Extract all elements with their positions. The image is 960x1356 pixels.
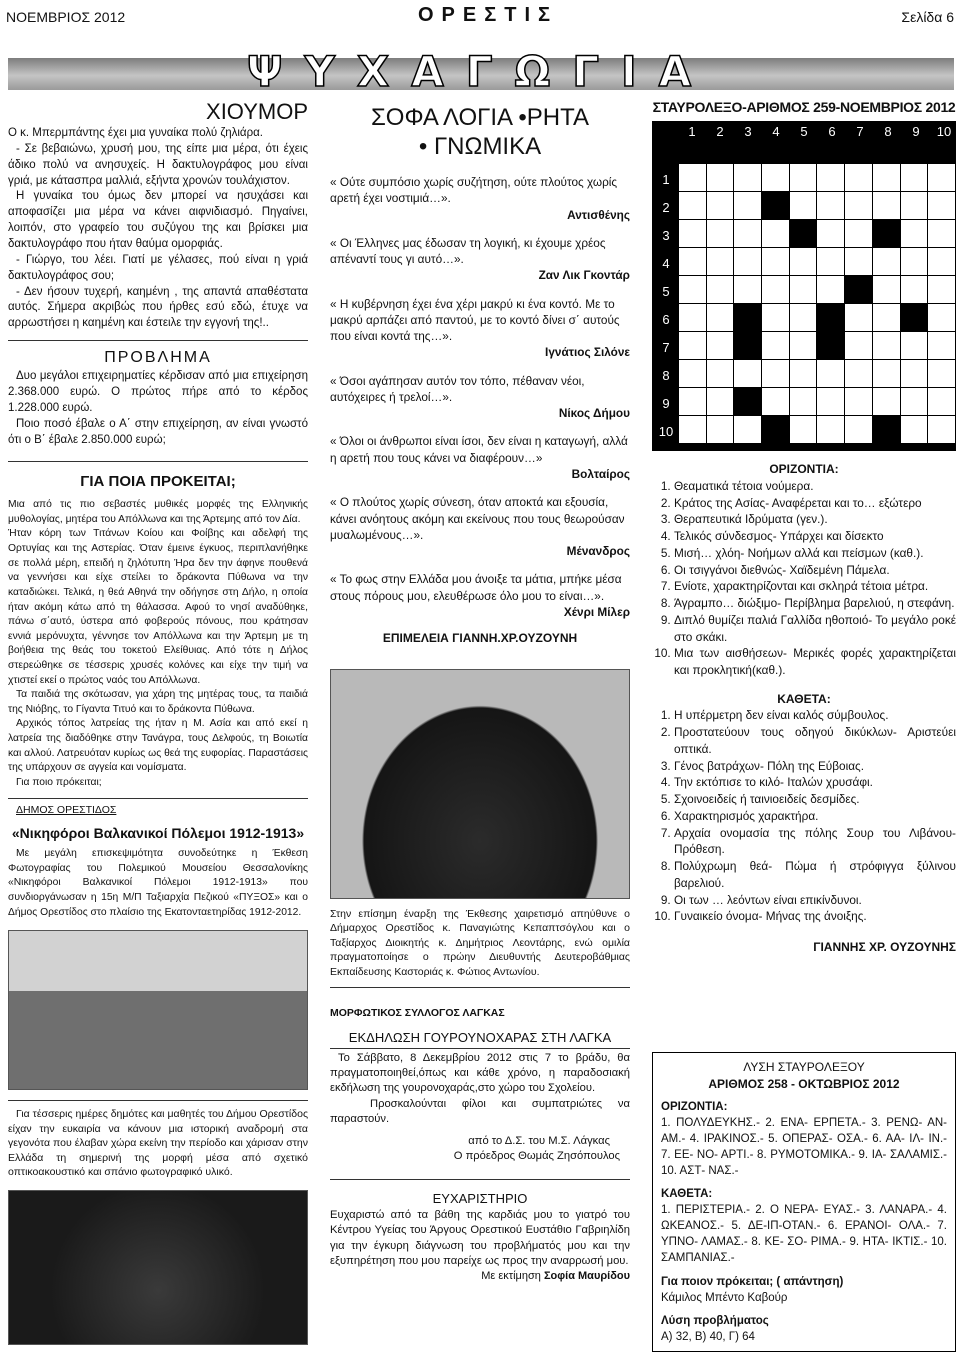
- problem-p: Δυο μεγάλοι επιχειρηματίες κέρδισαν από μια επιχείρηση 2.368.000 ευρώ. Ο πρώτος πήρε από το κέρδος 1.228.000 ευρώ.: [8, 370, 308, 414]
- grid-cell[interactable]: [762, 164, 790, 192]
- quote-item: [330, 235, 630, 284]
- quote-text: « Ο πλούτος χωρίς σύνεση, όταν αποκτά και εξουσία, κάνει ανόητους ακόμη και εκείνους που τους θεωρούσαν μυαλωμένους…».: [330, 495, 625, 542]
- humor-p: - Σε βεβαιώνω, χρυσή μου, της είπε μια μέρα, ότι έχεις άδικο πολύ να ανησυχείς. Η δακτυλογράφος μου είναι γριά, με κάτασπρα μαλλιά, εξήντα χρονών τουλάχιστον.: [8, 142, 308, 187]
- crossword-title: ΣΤΑΥΡΟΛΕΞΟ-ΑΡΙΘΜΟΣ 259-ΝΟΕΜΒΡΙΟΣ 2012: [652, 99, 956, 115]
- grid-cell[interactable]: [900, 276, 928, 304]
- quotes-editor: ΕΠΙΜΕΛΕΙΑ ΓΙΑΝΝΗ.ΧΡ.ΟΥΖΟΥΝΗ: [382, 631, 578, 646]
- grid-cell[interactable]: [789, 304, 817, 332]
- section-title: ΨΥΧΑΓΩΓΙΑ: [246, 47, 714, 96]
- grid-cell[interactable]: [872, 388, 900, 416]
- grid-cell[interactable]: [789, 360, 817, 388]
- quotes-list: [330, 174, 630, 620]
- grid-block: [734, 388, 762, 416]
- grid-cell[interactable]: [734, 360, 762, 388]
- clue: 3. Γένος βατράχων- Πόλη της Εύβοιας.: [674, 758, 956, 775]
- grid-cell[interactable]: [762, 388, 790, 416]
- divider: [330, 1179, 630, 1180]
- quote-author: Νίκος Δήμου: [558, 406, 630, 421]
- grid-cell[interactable]: [734, 192, 762, 220]
- grid-cell[interactable]: [900, 332, 928, 360]
- col-number: 6: [828, 124, 836, 140]
- row-number: 4: [662, 256, 670, 272]
- quote-author: Ζαν Λικ Γκοντάρ: [538, 268, 630, 283]
- col-number: 9: [912, 124, 920, 140]
- divider: [8, 1100, 308, 1101]
- grid-cell[interactable]: [872, 164, 900, 192]
- quote-item: [330, 433, 630, 482]
- grid-row: [679, 304, 956, 332]
- club-org: ΜΟΡΦΩΤΙΚΟΣ ΣΥΛΛΟΓΟΣ ΛΑΓΚΑΣ: [330, 1007, 505, 1020]
- grid-cell[interactable]: [928, 276, 956, 304]
- left-column: [8, 100, 308, 1345]
- grid-row: [679, 276, 956, 304]
- divider: [330, 987, 630, 988]
- grid-cell[interactable]: [928, 360, 956, 388]
- grid-cell[interactable]: [762, 304, 790, 332]
- row-number: 3: [662, 228, 670, 244]
- clue: 9. Διπλό θυμίζει παλιά Γαλλίδα ηθοποιό- Το μεγάλο ροκέ στο σκάκι.: [674, 612, 956, 646]
- grid-cell[interactable]: [789, 276, 817, 304]
- grid-cell[interactable]: [706, 248, 734, 276]
- grid-cell[interactable]: [762, 276, 790, 304]
- col-number: 7: [856, 124, 864, 140]
- grid-cell[interactable]: [734, 164, 762, 192]
- grid-cell[interactable]: [928, 164, 956, 192]
- clue: 5. Μισή… χλόη- Νοήμων αλλά και πείσμων (καθ.).: [674, 545, 956, 562]
- quote-text: « Όσοι αγάπησαν αυτόν τον τόπο, πέθαναν νέοι, αυτόχειρες ή τρελοί…».: [330, 373, 585, 404]
- crossword-row-numbers: [654, 171, 678, 451]
- grid-row: [679, 332, 956, 360]
- col-number: 10: [936, 124, 952, 140]
- clue: 1. Θεαματικά τέτοια νούμερα.: [674, 478, 956, 495]
- solution-across-title: ΟΡΙΖΟΝΤΙΑ:: [661, 1101, 728, 1114]
- clue: 5. Σχοινοειδείς ή ταινιοειδείς δεσμίδες.: [674, 791, 956, 808]
- grid-block: [734, 304, 762, 332]
- clue: 10. Γυναικείο όνομα- Μήνας της άνοιξης.: [674, 908, 956, 925]
- quote-author: Αντισθένης: [567, 207, 630, 222]
- grid-cell[interactable]: [789, 192, 817, 220]
- clue: 1. Η υπέρμετρη δεν είναι καλός σύμβουλος.: [674, 707, 956, 724]
- grid-row: [679, 192, 956, 220]
- grid-cell[interactable]: [817, 192, 845, 220]
- grid-cell[interactable]: [872, 192, 900, 220]
- grid-row: [679, 220, 956, 248]
- grid-cell[interactable]: [817, 388, 845, 416]
- grid-cell[interactable]: [679, 220, 707, 248]
- divider: [8, 340, 308, 341]
- col-number: 5: [800, 124, 808, 140]
- grid-block: [817, 332, 845, 360]
- grid-cell[interactable]: [706, 388, 734, 416]
- grid-cell[interactable]: [706, 164, 734, 192]
- grid-cell[interactable]: [789, 416, 817, 444]
- clue: 2. Προστατεύουν τους οδηγού δικύκλων- Αριστεύει οπτικά.: [674, 724, 956, 758]
- solution-who-question: Για ποιον πρόκειται; ( απάντηση): [661, 1275, 844, 1288]
- solution-subtitle: ΑΡΙΘΜΟΣ 258 - ΟΚΤΩΒΡΙΟΣ 2012: [708, 1076, 900, 1091]
- exhibition-title: «Νικηφόροι Βαλκανικοί Πόλεμοι 1912-1913»: [11, 824, 305, 841]
- col-number: 1: [688, 124, 696, 140]
- quote-text: « Το φως στην Ελλάδα μου άνοιξε τα μάτια, μπήκε μέσα στους πόρους μου, ελευθέρωσε όλο μου το είναι…».: [330, 572, 622, 603]
- grid-block: [845, 276, 873, 304]
- grid-cell[interactable]: [762, 220, 790, 248]
- about-p: Μια από τις πιο σεβαστές μυθικές μορφές της Ελληνικής μυθολογίας, μητέρα του Απόλλωνα και της Άρτεμης από τον Δία.: [8, 499, 308, 525]
- grid-cell[interactable]: [706, 332, 734, 360]
- solution-down: 1. ΠΕΡΙΣΤΕΡΙΑ.- 2. Ο ΝΕΡΑ- ΕΥΑΣ.- 3. ΛΑΝΑΡΑ.- 4. ΩΚΕΑΝΟΣ.- 5. ΔΕ-ΙΠ-ΟΤΑΝ.- 6. ΕΡΑΝΟΙ- ΟΛΑ.- 7. ΥΠΝΟ- ΛΑΜΑΣ.- 8. ΚΕ- ΣΟ- ΡΙΜΑ.- 9. ΗΤΑ- ΙΚΤΙΣ.- 10. ΣΑΜΠΑΝΙΑΣ.-: [661, 1204, 947, 1264]
- grid-row: [679, 388, 956, 416]
- grid-cell[interactable]: [706, 304, 734, 332]
- down-clues: [652, 707, 956, 925]
- grid-cell[interactable]: [817, 276, 845, 304]
- quote-text: « Οι Έλληνες μας έδωσαν τη λογική, κι έχουμε χρέος απέναντί τους γι αυτό…».: [330, 235, 606, 267]
- crossword-col-numbers: [678, 123, 958, 145]
- clue: 8. Πολύχρωμη θεά- Πώμα ή στρόφιγγα ξύλινου βαρελιού.: [674, 858, 956, 892]
- humor-p: Ο κ. Μπερμπάντης έχει μια γυναίκα πολύ ζηλιάρα.: [8, 127, 263, 139]
- grid-block: [734, 332, 762, 360]
- col-number: 3: [744, 124, 752, 140]
- grid-cell[interactable]: [845, 416, 873, 444]
- grid-cell[interactable]: [706, 220, 734, 248]
- grid-cell[interactable]: [928, 192, 956, 220]
- col-number: 2: [716, 124, 724, 140]
- grid-block: [900, 304, 928, 332]
- club-text: Το Σάββατο, 8 Δεκεμβρίου 2012 στις 7 το βράδυ, θα πραγματοποιηθεί,όπως και κάθε χρόνο, η παραδοσιακή εκδήλωση της γουρονοχαράς,στο χώρο του Σχολείου.: [330, 1051, 630, 1095]
- quote-author: Χένρι Μίλερ: [563, 604, 630, 619]
- grid-cell[interactable]: [928, 220, 956, 248]
- club-president: Ο πρόεδρος Θωμάς Ζησόπουλος: [453, 1150, 620, 1163]
- exhibition-caption: Για τέσσερις ημέρες δημότες και μαθητές του Δήμου Ορεστίδος είχαν την ευκαιρία να κάνουν μια ιστορική αναδρομή στα γεγονότα που έλαβαν χώρα εκείνη την περίοδο και χάρισαν στην Ελλάδα τη σημερινή της μορφή μέσα από σχετικό οπτικοακουστικό και σπάνιο φωτογραφικό υλικό.: [8, 1108, 308, 1179]
- clue: 7. Ενίοτε, χαρακτηρίζονται και σκληρά τέτοια μέτρα.: [674, 578, 956, 595]
- about-p: Για ποιο πρόκειται;: [16, 776, 102, 788]
- solution-down-title: ΚΑΘΕΤΑ:: [661, 1188, 713, 1201]
- grid-cell[interactable]: [845, 332, 873, 360]
- soldiers-photo: [8, 1190, 308, 1345]
- grid-cell[interactable]: [900, 416, 928, 444]
- grid-cell[interactable]: [845, 164, 873, 192]
- page-number: Σελίδα 6: [901, 9, 954, 25]
- crossword-author: ΓΙΑΝΝΗΣ ΧΡ. ΟΥΖΟΥΝΗΣ: [813, 940, 956, 955]
- exhibition-org: ΔΗΜΟΣ ΟΡΕΣΤΙΔΟΣ: [16, 804, 117, 817]
- clue: 6. Οι τσιγγάνοι διεθνώς- Χαϊδεμένη Πάμελα.: [674, 562, 956, 579]
- row-number: 6: [662, 312, 670, 328]
- grid-cell[interactable]: [872, 332, 900, 360]
- grid-cell[interactable]: [928, 388, 956, 416]
- humor-p: - Δεν ήσουν τυχερή, καημένη , της απαντά απαθέστατα αυτός. Σήμερα ακριβώς που ήρθες εσύ εδώ, έτυχε να αρρωστήσει η καημένη και έστειλε την εγγονή της!..: [8, 285, 308, 330]
- grid-cell[interactable]: [900, 388, 928, 416]
- problem-p: Ποιο ποσό έβαλε ο Α΄ στην επιχείρηση, αν είναι γνωστό ότι ο Β΄ έβαλε 2.850.000 ευρώ;: [8, 417, 308, 446]
- grid-cell[interactable]: [679, 276, 707, 304]
- grid-cell[interactable]: [900, 164, 928, 192]
- opening-caption: Στην επίσημη έναρξη της Έκθεσης χαιρετισμό απηύθυνε ο Δήμαρχος Ορεστίδος κ. Παναγιώτης Κεπαπτσόγλου και ο Ταξίαρχος Διοικητής κ. Δημήτριος Λεοντάρης, ενώ ομιλία πραγματοποίησε ο πρώην Διευθυντής Δευτεροβάθμιας Εκπαίδευσης Καστοριάς κ. Φώτιος Αντωνίου.: [330, 907, 630, 978]
- grid-cell[interactable]: [817, 360, 845, 388]
- humor-title: ΧΙΟΥΜΟΡ: [206, 99, 308, 124]
- clue: 10. Μια των αισθήσεων- Μερικές φορές χαρακτηρίζεται και προκλητική(καθ.).: [674, 645, 956, 679]
- row-number: 9: [662, 396, 670, 412]
- quote-item: [330, 373, 630, 422]
- exhibition-text: Με μεγάλη επισκεψιμότητα συνοδεύτηκε η Έκθεση Φωτογραφίας του Πολεμικού Μουσείου Θεσσαλονίκης «Νικηφόροι Βαλκανικοί Πόλεμοι 1912-1913» που συνδιοργάνωσαν η 15η Μ/Π Ταξιαρχία Πεζικού «ΠΥΞΟΣ» και ο Δήμος Ορεστίδος στο πλαίσιο της Εκατονταετηρίδας 1912-2012.: [8, 848, 308, 918]
- grid-cell[interactable]: [789, 332, 817, 360]
- grid-cell[interactable]: [679, 164, 707, 192]
- clue: 3. Θεραπευτικά Ιδρύματα (γεν.).: [674, 511, 956, 528]
- quotes-subtitle: • ΓΝΩΜΙΚΑ: [418, 133, 542, 160]
- grid-row: [679, 248, 956, 276]
- about-p: Αρχικός τόπος λατρείας της ήταν η Μ. Ασία και από εκεί η λατρεία της διαδόθηκε στην Τανάγρα, τους Δελφούς, τη Βοιωτία και αλλού. Λατρευόταν κυρίως ως θεά της ευφορίας. Παραστάσεις της υπάρχουν σε αγγεία και νομίσματα.: [8, 718, 308, 774]
- grid-cell[interactable]: [845, 304, 873, 332]
- middle-column: [330, 104, 630, 1285]
- grid-cell[interactable]: [679, 304, 707, 332]
- quote-item: [330, 174, 630, 223]
- down-title: ΚΑΘΕΤΑ:: [777, 691, 831, 706]
- about-title: ΓΙΑ ΠΟΙΑ ΠΡΟΚΕΙΤΑΙ;: [80, 472, 236, 490]
- row-number: 7: [662, 340, 670, 356]
- grid-cell[interactable]: [900, 360, 928, 388]
- grid-block: [789, 220, 817, 248]
- grid-cell[interactable]: [817, 248, 845, 276]
- quote-text: « Ούτε συμπόσιο χωρίς συζήτηση, ούτε πλούτος χωρίς αρετή έχει νοστιμιά…».: [330, 175, 618, 206]
- issue-date: ΝΟΕΜΒΡΙΟΣ 2012: [6, 9, 126, 25]
- about-text: [8, 498, 308, 790]
- about-p: Τα παιδιά της σκότωσαν, για χάρη της μητέρας τους, τα παιδιά της Νιόβης, το Γίγαντα Τιτυό και το δράκοντα Πύθωνα.: [8, 689, 308, 715]
- problem-title: ΠΡΟΒΛΗΜΑ: [104, 349, 212, 367]
- grid-cell[interactable]: [762, 332, 790, 360]
- grid-cell[interactable]: [845, 192, 873, 220]
- clue: 8. Άγραμπο… διώξιμο- Περίβλημα βαρελιού, η στεφάνη.: [674, 595, 956, 612]
- quote-author: Βολταίρος: [571, 466, 630, 481]
- crossword-frame: [652, 121, 956, 451]
- humor-p: - Γιώργο, του λέει. Γιατί με γέλασες, πού είναι η γριά δακτυλογράφος σου;: [8, 253, 308, 282]
- solution-problem-answer: Α) 32, Β) 40, Γ) 64: [661, 1331, 755, 1344]
- grid-block: [762, 416, 790, 444]
- grid-cell[interactable]: [706, 276, 734, 304]
- quote-item: [330, 494, 630, 559]
- divider: [8, 461, 308, 462]
- grid-cell[interactable]: [900, 248, 928, 276]
- crossword-grid: [678, 163, 956, 444]
- thanks-sign: [330, 1269, 630, 1284]
- grid-cell[interactable]: [845, 388, 873, 416]
- clue: 2. Κράτος της Ασίας- Αναφέρεται και το… εξώτερο: [674, 495, 956, 512]
- grid-cell[interactable]: [789, 248, 817, 276]
- quotes-title: ΣΟΦΑ ΛΟΓΙΑ •ΡΗΤΑ: [370, 104, 590, 131]
- grid-cell[interactable]: [872, 248, 900, 276]
- row-number: 2: [662, 200, 670, 216]
- grid-cell[interactable]: [706, 416, 734, 444]
- grid-row: [679, 416, 956, 444]
- grid-cell[interactable]: [928, 248, 956, 276]
- masthead: ΟΡΕΣΤΙΣ: [418, 4, 559, 26]
- humor-p: Η γυναίκα του όμως δεν μπορεί να ησυχάσει και αποφασίζει μια μέρα να κάνει αιφνιδιασμό. Πηγαίνει, λοιπόν, στο γραφείο του συζύγου της και βρίσκει μια δακτυλογράφο που ήταν θαύμα ομορφιάς.: [8, 190, 308, 251]
- exhibition-photo: [8, 930, 308, 1090]
- grid-cell[interactable]: [928, 304, 956, 332]
- grid-cell[interactable]: [734, 220, 762, 248]
- across-title: ΟΡΙΖΟΝΤΙΑ:: [769, 462, 839, 477]
- grid-block: [872, 416, 900, 444]
- grid-cell[interactable]: [734, 276, 762, 304]
- row-number: 10: [658, 424, 674, 440]
- grid-cell[interactable]: [872, 360, 900, 388]
- solution-across: 1. ΠΟΛΥΔΕΥΚΗΣ.- 2. ΕΝΑ- ΕΡΠΕΤΑ.- 3. ΡΕΝΩ- ΑΝ- ΑΜ.- 4. ΙΡΑΚΙΝΟΣ.- 5. ΟΠΕΡΑΣ- ΟΣΑ.- 6. ΑΑ- ΙΛ- ΙΝ.- 7. ΕΕ- ΝΟ- ΑΡΤΙ.- 8. ΡΥΜΟΤΟΜΙΚΑ.- 9. ΙΑ- ΣΑΛΑΜΙΣ.- 10. ΑΣΤ- ΝΑΣ.-: [661, 1116, 947, 1177]
- grid-cell[interactable]: [734, 248, 762, 276]
- grid-cell[interactable]: [789, 164, 817, 192]
- grid-cell[interactable]: [817, 164, 845, 192]
- grid-cell[interactable]: [928, 416, 956, 444]
- row-number: 5: [662, 284, 670, 300]
- grid-cell[interactable]: [679, 388, 707, 416]
- grid-cell[interactable]: [679, 192, 707, 220]
- solution-box: [652, 1052, 956, 1352]
- grid-cell[interactable]: [845, 248, 873, 276]
- grid-row: [679, 164, 956, 192]
- grid-block: [817, 304, 845, 332]
- grid-cell[interactable]: [928, 332, 956, 360]
- grid-cell[interactable]: [679, 332, 707, 360]
- row-number: 1: [662, 172, 670, 188]
- grid-cell[interactable]: [679, 248, 707, 276]
- col-number: 8: [884, 124, 892, 140]
- clue: 4. Την εκτόπισε το κιλό- Ιταλών χρυσάφι.: [674, 774, 956, 791]
- grid-cell[interactable]: [734, 416, 762, 444]
- quote-author: Μένανδρος: [566, 544, 630, 559]
- clue: 9. Οι των … λεόντων είναι επικίνδυνοι.: [674, 892, 956, 909]
- club-text2: Προσκαλούνται φίλοι και συμπατριώτες να παραστούν.: [330, 1097, 630, 1126]
- row-number: 8: [662, 368, 670, 384]
- col-number: 4: [772, 124, 780, 140]
- clue: 6. Χαρακτηρισμός χαρακτήρα.: [674, 808, 956, 825]
- right-column: [652, 98, 956, 956]
- divider: [8, 798, 308, 799]
- grid-cell[interactable]: [679, 360, 707, 388]
- grid-cell[interactable]: [872, 276, 900, 304]
- across-clues: [652, 478, 956, 679]
- thanks-sign-name: Σοφία Μαυρίδου: [543, 1270, 630, 1283]
- grid-cell[interactable]: [900, 220, 928, 248]
- grid-block: [872, 220, 900, 248]
- grid-cell[interactable]: [762, 248, 790, 276]
- clue: 4. Τελικός σύνδεσμος- Υπάρχει και δίσεκτο: [674, 528, 956, 545]
- thanks-title: ΕΥΧΑΡΙΣΤΗΡΙΟ: [432, 1190, 528, 1206]
- about-p: Ήταν κόρη των Τιτάνων Κοίου και Φοίβης και αδελφή της Ορτυγίας και της Αστερίας. Όταν έμεινε έγκυος, περιπλανήθηκε σε πολλά μέρη, επειδή η ζηλότυπη Ήρα δεν την άφηνε πουθενά να γεννήσει και είχε στείλει το δράκοντα Πύθωνα να την καταδιώκει. Τελικά, η θεά Αθηνά την οδήγησε στη Δήλο, η οποία ήταν ακόμη κάτω από τη θάλασσα. Αφού το νησί αναδύθηκε, πάνω σ΄αυτό, ύστερα από φοβερούς πόνους, που κράτησαν εννιά μερόνυχτα, γέννησε τον Απόλλωνα και την Άρτεμη με τη βοήθεια της θεάς του τοκετού Ελείθυιας. Από τότε η Δήλος στερεώθηκε σε τέσσερις χρυσές κολόνες και είχε την τιμή να χτιστεί εκεί ο πρώτος ναός του Απόλλωνα.: [8, 528, 308, 686]
- quote-text: « Η κυβέρνηση έχει ένα χέρι μακρύ κι ένα κοντό. Με το μακρύ αρπάζει από παντού, με το κοντό δίνει σ΄ αυτούς που είναι κοντά της…».: [330, 296, 620, 344]
- grid-cell[interactable]: [900, 192, 928, 220]
- thanks-text: Ευχαριστώ από τα βάθη της καρδιάς μου το γιατρό του Κέντρου Υγείας του Άργους Ορεστικού Ευστάθιο Γαβριηλίδη για την έγκυρη διάγνωση του προβλήματός μου και την εξυπηρέτηση που μου παρείχε ως προς την αναρρωσή μου.: [330, 1208, 630, 1267]
- grid-cell[interactable]: [817, 416, 845, 444]
- grid-cell[interactable]: [762, 360, 790, 388]
- club-title: ΕΚΔΗΛΩΣΗ ΓΟΥΡΟΥΝΟΧΑΡΑΣ ΣΤΗ ΛΑΓΚΑ: [330, 1029, 630, 1049]
- grid-row: [679, 360, 956, 388]
- solution-problem-title: Λύση προβλήματος: [661, 1315, 769, 1328]
- quote-item: [330, 296, 630, 361]
- grid-cell[interactable]: [817, 220, 845, 248]
- thanks-sign-prefix: Με εκτίμηση: [481, 1270, 541, 1283]
- solution-title: ΛΥΣΗ ΣΤΑΥΡΟΛΕΞΟΥ: [743, 1060, 865, 1074]
- grid-cell[interactable]: [845, 220, 873, 248]
- grid-cell[interactable]: [872, 304, 900, 332]
- quote-author: Ιγνάτιος Σιλόνε: [545, 345, 630, 360]
- grid-cell[interactable]: [845, 360, 873, 388]
- grid-cell[interactable]: [679, 416, 707, 444]
- grid-cell[interactable]: [706, 360, 734, 388]
- clue: 7. Αρχαία ονομασία της πόλης Σουρ του Λιβάνου- Πρόθεση.: [674, 825, 956, 859]
- solution-who-answer: Κάμιλος Μπέντο Καβούρ: [661, 1291, 788, 1304]
- quote-text: « Όλοι οι άνθρωποι είναι ίσοι, δεν είναι η καταγωγή, αλλά η αρετή που τους κάνει να διαφέρουν…»: [330, 434, 628, 465]
- club-sign: από το Δ.Σ. του Μ.Σ. Λάγκας: [468, 1134, 610, 1147]
- grid-cell[interactable]: [789, 388, 817, 416]
- grid-block: [762, 192, 790, 220]
- grid-cell[interactable]: [706, 192, 734, 220]
- opening-photo: [330, 669, 630, 899]
- quote-item: [330, 571, 630, 620]
- humor-text: [8, 126, 308, 332]
